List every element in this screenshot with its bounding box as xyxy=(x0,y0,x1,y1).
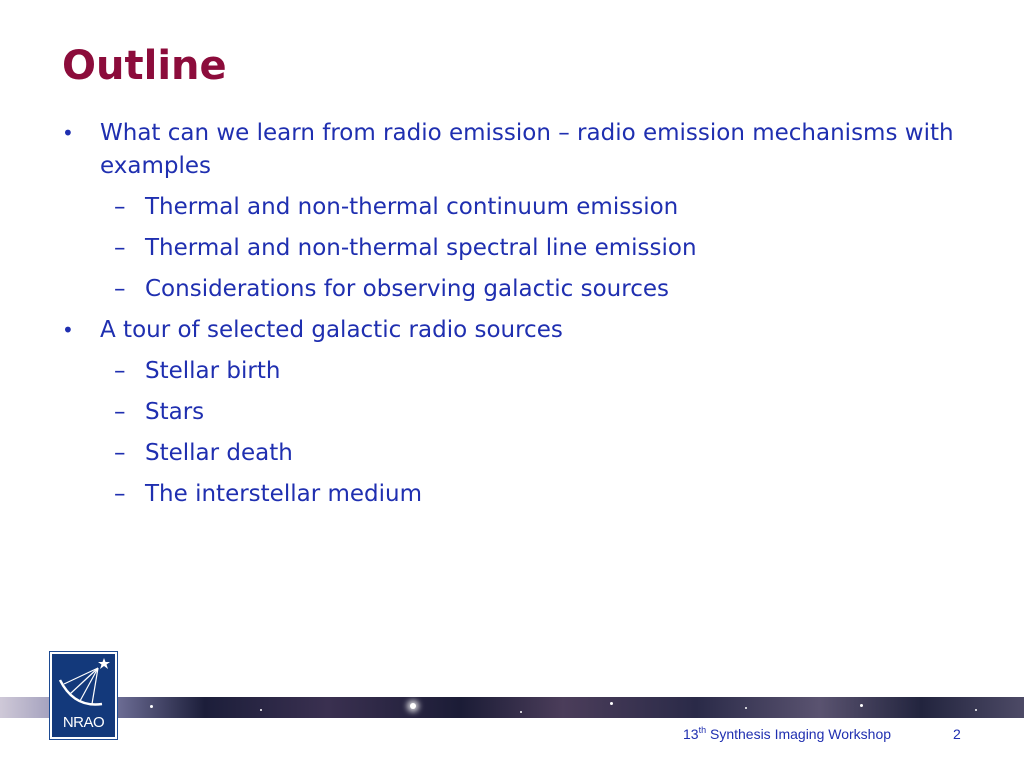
star-dot xyxy=(260,709,262,711)
sub-bullet-marker: – xyxy=(114,358,126,384)
star-dot xyxy=(520,711,522,713)
star-dot xyxy=(610,702,613,705)
sub-bullet-item: Considerations for observing galactic sources xyxy=(145,276,669,302)
bullet-text-line: What can we learn from radio emission – radio emission mechanisms with xyxy=(100,120,954,146)
footer-ordinal-suffix: th xyxy=(698,725,707,735)
bullet-text-line: examples xyxy=(100,153,211,179)
sub-bullet-marker: – xyxy=(114,276,126,302)
footer-workshop-number: 13 xyxy=(683,726,699,742)
sub-bullet-marker: – xyxy=(114,194,126,220)
sub-bullet-marker: – xyxy=(114,399,126,425)
footer-workshop-name: Synthesis Imaging Workshop xyxy=(709,726,892,742)
star-dot xyxy=(975,709,977,711)
bullet-text-line: A tour of selected galactic radio sources xyxy=(100,317,563,343)
sub-bullet-item: Stellar birth xyxy=(145,358,281,384)
nrao-antenna-icon xyxy=(52,654,115,714)
starfield-banner xyxy=(0,697,1024,718)
nrao-logo xyxy=(50,652,117,739)
sub-bullet-item: Stars xyxy=(145,399,205,425)
nrao-logo-text: NRAO xyxy=(62,714,105,731)
sub-bullet-marker: – xyxy=(114,481,126,507)
slide-title: Outline xyxy=(62,43,227,89)
sub-bullet-item: The interstellar medium xyxy=(145,481,422,507)
star-dot xyxy=(410,703,416,709)
bullet-marker: • xyxy=(62,121,74,145)
sub-bullet-marker: – xyxy=(114,440,126,466)
bullet-marker: • xyxy=(62,318,74,342)
sub-bullet-item: Thermal and non-thermal continuum emission xyxy=(145,194,679,220)
footer-workshop-label xyxy=(683,724,891,744)
sub-bullet-marker: – xyxy=(114,235,126,261)
star-dot xyxy=(860,704,863,707)
star-dot xyxy=(150,705,153,708)
star-dot xyxy=(745,707,747,709)
sub-bullet-item: Stellar death xyxy=(145,440,293,466)
page-number: 2 xyxy=(953,726,961,742)
sub-bullet-item: Thermal and non-thermal spectral line emission xyxy=(145,235,697,261)
